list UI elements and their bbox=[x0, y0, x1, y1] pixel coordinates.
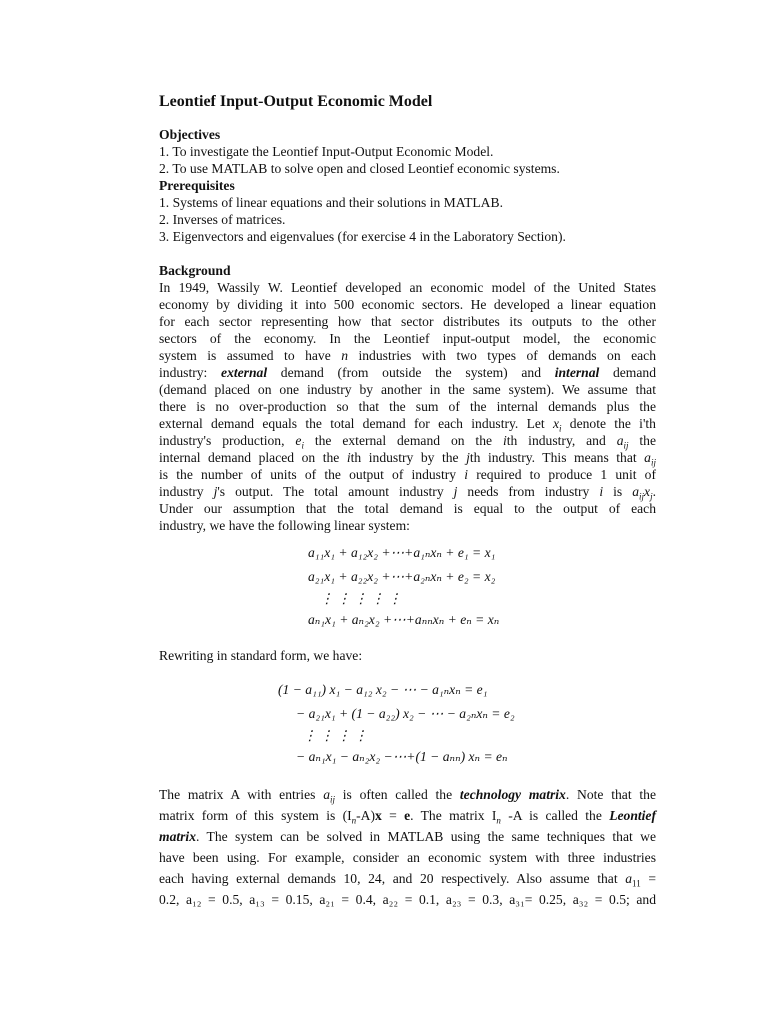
rewriting-text: Rewriting in standard form, we have: bbox=[159, 648, 363, 663]
prerequisites-heading: Prerequisites bbox=[159, 178, 235, 193]
external-term: external bbox=[221, 365, 268, 380]
background-line: for each sector representing how that sector distributes its outputs to the other bbox=[159, 314, 656, 329]
internal-term: internal bbox=[554, 365, 600, 380]
matrix-term: matrix bbox=[159, 829, 197, 844]
objective-item-1: 1. To investigate the Leontief Input-Output Economic Model. bbox=[159, 144, 494, 159]
objectives-section bbox=[159, 126, 656, 245]
objectives-heading: Objectives bbox=[159, 127, 221, 142]
background-line: sectors of the economy. In the Leontief input-output model, the economic bbox=[159, 331, 656, 346]
background-line: Under our assumption that the total demand is equal to the output of each bbox=[159, 501, 656, 516]
background-line: there is no over-production so that the sum of the internal demands plus the bbox=[159, 399, 656, 414]
paragraph-line: 0.2, a₁₂ = 0.5, a₁₃ = 0.15, a₂₁ = 0.4, a₂₂ = 0.1, a₂₃ = 0.3, a₃₁= 0.25, a₃₂ = 0.5; and bbox=[159, 892, 656, 907]
technology-matrix-term: technology matrix bbox=[459, 787, 566, 802]
background-line: system is assumed to have n industries with two types of demands on each bbox=[159, 348, 656, 363]
standard-form-row-2: − a₂₁x₁ + (1 − a₂₂) x₂ − ⋯ − a₂ₙxₙ = e₂ bbox=[296, 706, 515, 721]
background-line: (demand placed on one industry by another in the same system). We assume that bbox=[159, 382, 656, 397]
background-line: economy by dividing it into 500 economic sectors. He developed a linear equation bbox=[159, 297, 656, 312]
background-line: industry's production, $e_i$ the external demand on the ith industry, and $a_{ij}$ the bbox=[159, 433, 657, 451]
leontief-term: Leontief bbox=[609, 808, 656, 823]
standard-form-ellipsis-row: ⋮ ⋮ ⋮ ⋮ bbox=[303, 728, 368, 743]
prerequisite-item-2: 2. Inverses of matrices. bbox=[159, 212, 286, 227]
prerequisite-item-1: 1. Systems of linear equations and their solutions in MATLAB. bbox=[159, 195, 503, 210]
background-line: industry, we have the following linear system: bbox=[159, 518, 410, 533]
paragraph-line: matrix. The system can be solved in MATLAB using the same techniques that we bbox=[159, 829, 656, 844]
equation-row-2: a₂₁x₁ + a₂₂x₂ +⋯+a₂ₙxₙ + e₂ = x₂ bbox=[308, 569, 496, 584]
background-line: external demand equals the total demand for each industry. Let $x_i$ denote the i'th bbox=[159, 416, 656, 434]
page-title: Leontief Input-Output Economic Model bbox=[159, 93, 433, 110]
objective-item-2: 2. To use MATLAB to solve open and closed Leontief economic systems. bbox=[159, 161, 560, 176]
equation-row-n: aₙ₁x₁ + aₙ₂x₂ +⋯+aₙₙxₙ + eₙ = xₙ bbox=[308, 612, 500, 627]
final-paragraph bbox=[159, 784, 656, 910]
background-line: industry: external demand (from outside the system) and internal demand bbox=[159, 365, 657, 380]
background-line: In 1949, Wassily W. Leontief developed an economic model of the United States bbox=[159, 280, 656, 295]
background-section bbox=[159, 262, 656, 534]
paragraph-line: have been using. For example, consider an economic system with three industries bbox=[159, 850, 656, 865]
equation-ellipsis-row: ⋮ ⋮ ⋮ ⋮ ⋮ bbox=[320, 591, 402, 606]
prerequisite-item-3: 3. Eigenvectors and eigenvalues (for exercise 4 in the Laboratory Section). bbox=[159, 229, 566, 244]
paragraph-line: each having external demands 10, 24, and 20 respectively. Also assume that $a_{11}$ = bbox=[159, 871, 656, 889]
standard-form-row-1: (1 − a₁₁) x₁ − a₁₂ x₂ − ⋯ − a₁ₙxₙ = e₁ bbox=[278, 682, 488, 697]
equation-row-1: a₁₁x₁ + a₁₂x₂ +⋯+a₁ₙxₙ + e₁ = x₁ bbox=[308, 545, 496, 560]
paragraph-line: The matrix A with entries $a_{ij}$ is often called the technology matrix. Note that the bbox=[159, 787, 656, 805]
background-line: industry j's output. The total amount industry j needs from industry i is $a_{ij}x_j$. bbox=[159, 484, 656, 502]
standard-form-row-n: − aₙ₁x₁ − aₙ₂x₂ −⋯+(1 − aₙₙ) xₙ = eₙ bbox=[296, 749, 508, 764]
paragraph-line: matrix form of this system is $(I_n-A)x = e$. The matrix $I_n$ -A is called the Leontief bbox=[159, 808, 656, 826]
background-heading: Background bbox=[159, 263, 231, 278]
background-line: internal demand placed on the ith industry by the jth industry. This means that $a_{ij}$ bbox=[159, 450, 656, 468]
background-line: is the number of units of the output of industry i required to produce 1 unit of bbox=[159, 467, 657, 482]
